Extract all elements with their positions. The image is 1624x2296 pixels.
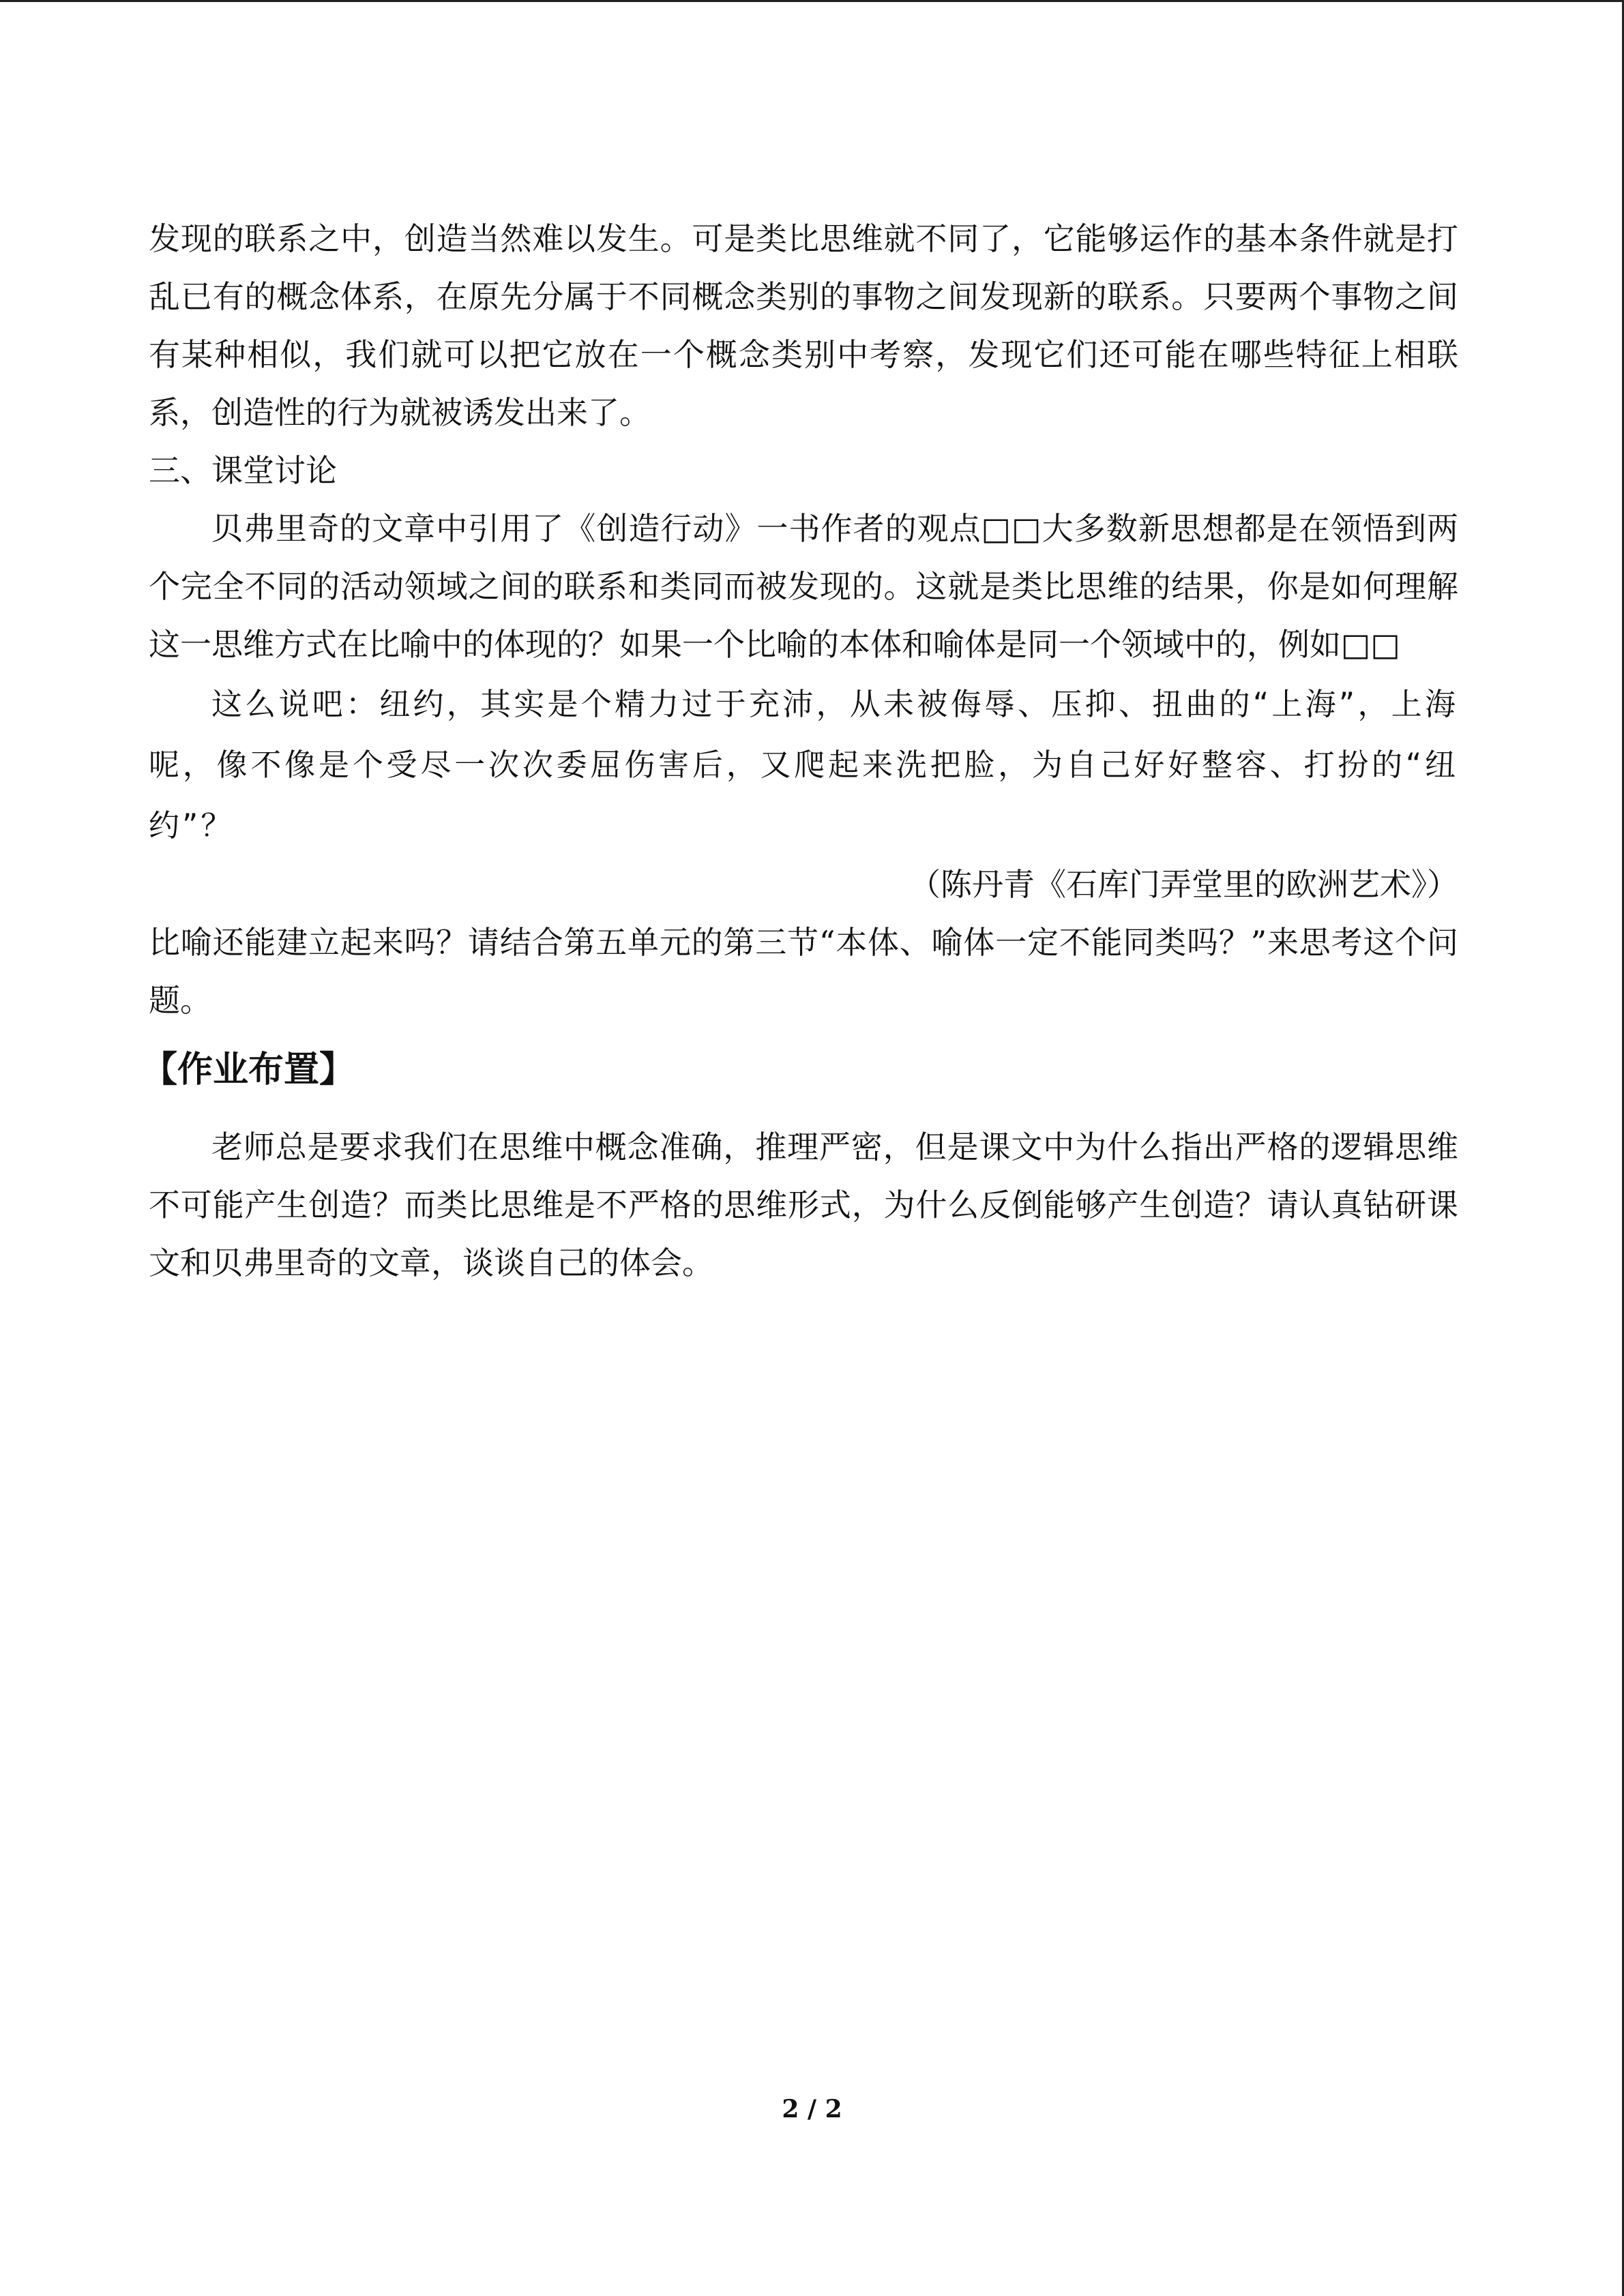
quotation-source: （陈丹青《石库门弄堂里的欧洲艺术》） <box>909 866 1458 903</box>
page-number: 2 / 2 <box>782 2095 842 2123</box>
homework-text: 老师总是要求我们在思维中概念准确，推理严密，但是课文中为什么指出严格的逻辑思维不可能产生创造？而类比思维是不严格的思维形式，为什么反倒能够产生创造？请认真钻研课文和贝弗里奇的文章，谈谈自己的体会。 <box>149 1129 1458 1281</box>
paragraph-discussion-followup: 比喻还能建立起来吗？请结合第五单元的第三节“本体、喻体一定不能同类吗？”来思考这个问题。 <box>149 924 1458 1019</box>
paragraph-discussion-question: 贝弗里奇的文章中引用了《创造行动》一书作者的观点□□大多数新思想都是在领悟到两个完全不同的活动领域之间的联系和类同而被发现的。这就是类比思维的结果，你是如何理解这一思维方式在比喻中的体现的？如果一个比喻的本体和喻体是同一个领域中的，例如□□ <box>149 510 1458 663</box>
section-heading-class-discussion: 三、课堂讨论 <box>149 452 337 489</box>
quotation-text: 这么说吧：纽约，其实是个精力过于充沛，从未被侮辱、压抑、扭曲的“上海”，上海呢，像不像是个受尽一次次委屈伤害后，又爬起来洗把脸，为自己好好整容、打扮的“纽约”？ <box>149 686 1458 844</box>
page-top-border <box>0 0 1624 2</box>
homework-heading: 【作业布置】 <box>142 1049 355 1090</box>
document-body <box>142 210 1458 1292</box>
paragraph-analogy-thinking: 发现的联系之中，创造当然难以发生。可是类比思维就不同了，它能够运作的基本条件就是打乱已有的概念体系，在原先分属于不同概念类别的事物之间发现新的联系。只要两个事物之间有某种相似，我们就可以把它放在一个概念类别中考察，发现它们还可能在哪些特征上相联系，创造性的行为就被诱发出来了。 <box>149 220 1458 431</box>
